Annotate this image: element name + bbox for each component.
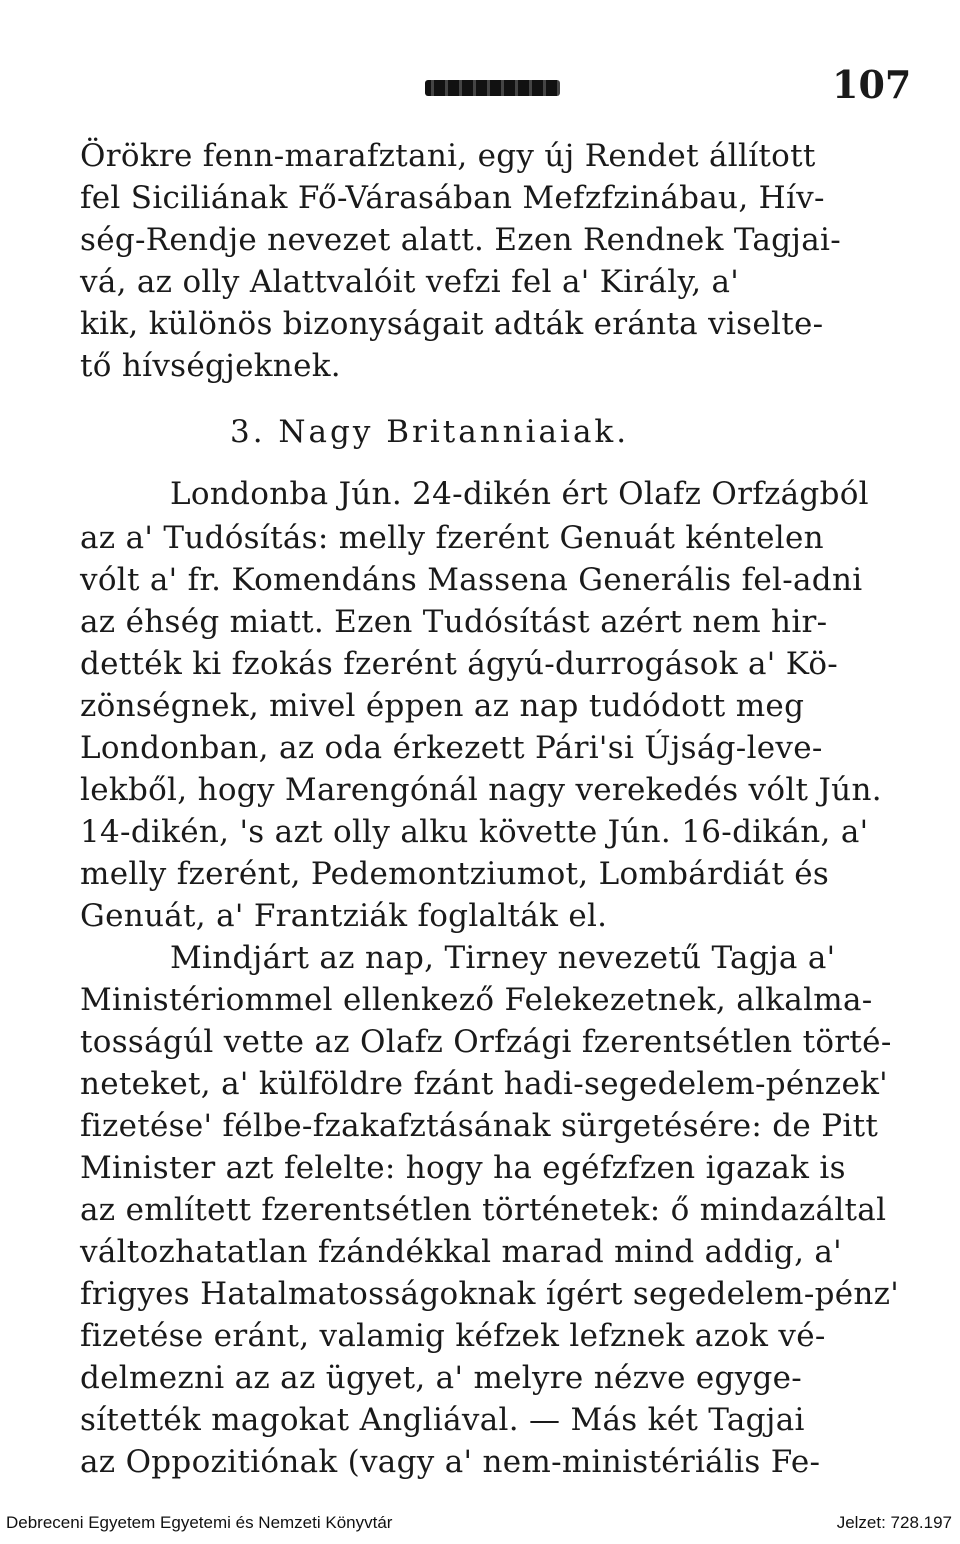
text-line: az a' Tudósítás: melly fzerént Genuát kéntelen — [80, 520, 824, 556]
text-line: fel Siciliának Fő-Várasában Mefzfzinábau, Hív- — [80, 180, 825, 216]
text-line: fizetése eránt, valamig kéfzek lefznek azok vé- — [80, 1318, 826, 1354]
text-line: frigyes Hatalmatosságoknak ígért segedelem-pénz' — [80, 1276, 900, 1312]
text-line: Genuát, a' Frantziák foglalták el. — [80, 898, 608, 934]
library-credit: Debreceni Egyetem Egyetemi és Nemzeti Könyvtár — [6, 1513, 393, 1532]
text-line: ség-Rendje nevezet alatt. Ezen Rendnek Tagjai- — [80, 222, 841, 258]
text-line: neteket, a' külföldre fzánt hadi-segedelem-pénzek' — [80, 1066, 888, 1102]
text-line: Minister azt felelte: hogy ha egéfzfzen igazak is — [80, 1150, 846, 1186]
header-ornament — [425, 80, 560, 96]
text-line: vólt a' fr. Komendáns Massena Generális fel-adni — [80, 562, 863, 598]
text-line: fizetése' félbe-fzakafztásának sürgetésére: de Pitt — [80, 1108, 879, 1144]
text-line: kik, különös bizonyságait adták eránta viselte- — [80, 306, 824, 342]
text-line: Londonban, az oda érkezett Pári'si Újság-leve- — [80, 730, 823, 766]
text-line: dették ki fzokás fzerént ágyú-durrogások a' Kö- — [80, 646, 839, 682]
text-line: az éhség miatt. Ezen Tudósítást azért nem hir- — [80, 604, 828, 640]
text-line: melly fzerént, Pedemontziumot, Lombárdiát és — [80, 856, 830, 892]
call-number: Jelzet: 728.197 — [836, 1513, 952, 1532]
text-line: Mindjárt az nap, Tirney nevezetű Tagja a' — [170, 940, 836, 976]
text-line: Örökre fenn-marafztani, egy új Rendet állított — [80, 138, 816, 174]
text-line: az Oppozitiónak (vagy a' nem-ministériális Fe- — [80, 1444, 821, 1480]
text-line: az említett fzerentsétlen történetek: ő mindazáltal — [80, 1192, 887, 1228]
text-line: lekből, hogy Marengónál nagy verekedés vólt Jún. — [80, 772, 882, 808]
text-line: Londonba Jún. 24-dikén ért Olafz Orfzágból — [170, 476, 869, 512]
text-line: változhatatlan fzándékkal marad mind addig, a' — [80, 1234, 842, 1270]
text-line: zönségnek, mivel éppen az nap tudódott meg — [80, 688, 805, 724]
text-line: tő hívségjeknek. — [80, 348, 341, 384]
text-line: Ministériommel ellenkező Felekezetnek, alkalma- — [80, 982, 873, 1018]
text-line: sítették magokat Angliával. — Más két Tagjai — [80, 1402, 805, 1438]
page-number: 107 — [832, 62, 912, 107]
section-heading: 3. Nagy Britanniaiak. — [230, 414, 630, 450]
text-line: tosságúl vette az Olafz Orfzági fzerentsétlen törté- — [80, 1024, 892, 1060]
text-line: vá, az olly Alattvalóit vefzi fel a' Király, a' — [80, 264, 740, 300]
text-line: delmezni az az ügyet, a' melyre nézve egyge- — [80, 1360, 803, 1396]
text-line: 14-dikén, 's azt olly alku követte Jún. 16-dikán, a' — [80, 814, 869, 850]
